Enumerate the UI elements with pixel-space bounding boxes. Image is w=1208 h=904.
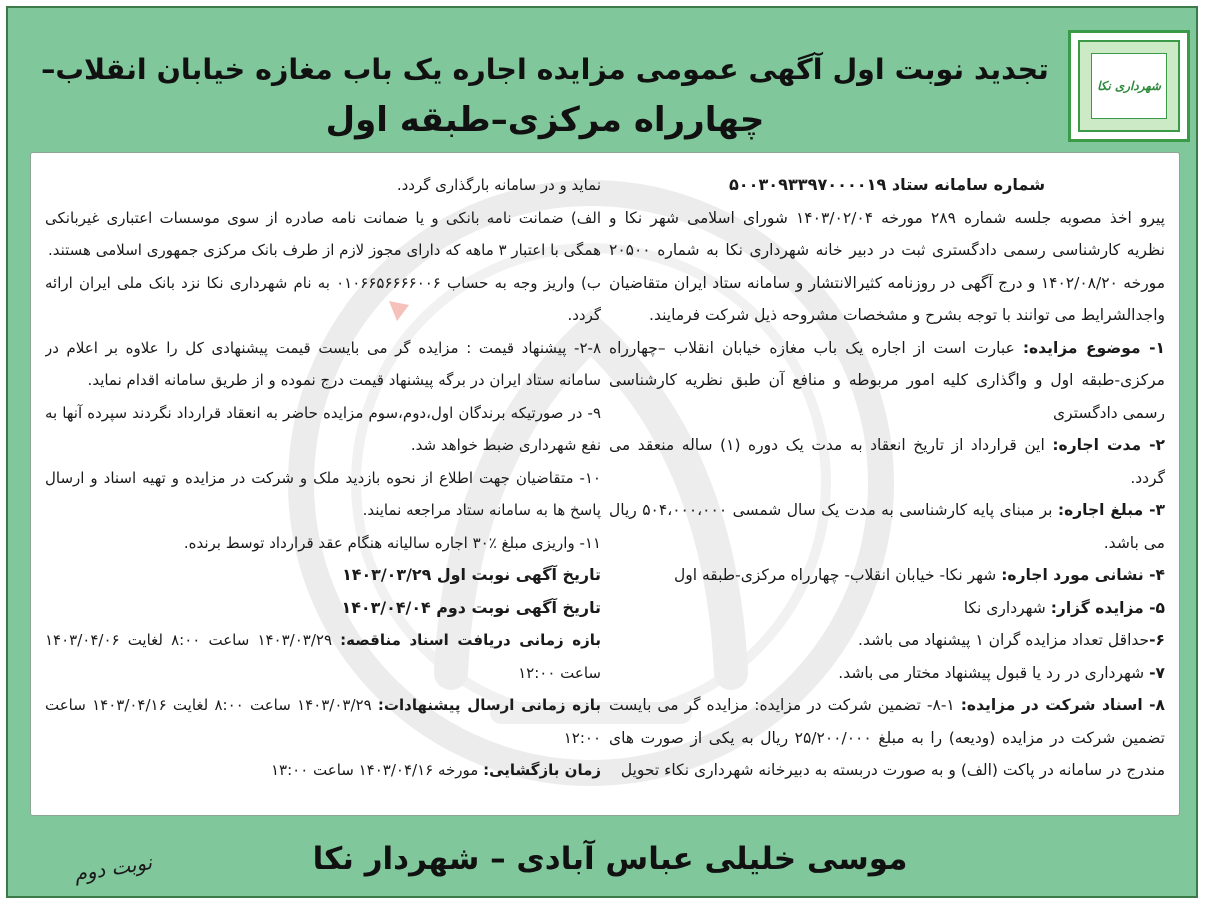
clause-10: ۱۰- متقاضیان جهت اطلاع از نحوه بازدید ملک و شرکت در مزایده و تهیه اسناد و ارسال پاسخ ها به سامانه ستاد مراجعه نمایند.	[45, 468, 601, 519]
clause-4-label: ۴- نشانی مورد اجاره:	[1001, 566, 1165, 584]
schedule-document-receipt-label: بازه زمانی دریافت اسناد مناقصه:	[340, 631, 601, 649]
clause-4-text: شهر نکا- خیابان انقلاب- چهارراه مرکزی-طبقه اول	[673, 566, 997, 584]
schedule-document-receipt	[45, 624, 601, 689]
mayor-signature: موسی خلیلی عباس آبادی – شهردار نکا	[312, 841, 908, 877]
clause-11: ۱۱- واریزی مبلغ ٪۳۰ اجاره سالیانه هنگام عقد قرارداد توسط برنده.	[183, 533, 601, 552]
clause-5-text: شهرداری نکا	[963, 598, 1046, 617]
clause-3-label: ۳- مبلغ اجاره:	[1057, 501, 1165, 519]
logo-ring	[1078, 40, 1180, 132]
clause-8	[609, 689, 1165, 787]
right-column	[609, 169, 1165, 809]
second-notice-date: تاریخ آگهی نوبت دوم ۱۴۰۳/۰۴/۰۴	[341, 597, 601, 617]
guarantee-option-a: الف) ضمانت نامه بانکی و یا ضمانت نامه صادره از سوی موسسات اعتباری غیربانکی همگی با اعتبار ۳ ماهه که دارای مجوز لازم از طرف بانک مرکزی جمهوری اسلامی هستند.	[45, 208, 601, 259]
clause-3-text: بر مبنای پایه کارشناسی به مدت یک سال شمسی ۵۰۴،۰۰۰،۰۰۰ ریال می باشد.	[609, 501, 1165, 552]
clause-6-label: ۶-	[1149, 631, 1165, 649]
schedule-offer-submission-value: ۱۴۰۳/۰۳/۲۹ ساعت ۸:۰۰ لغایت ۱۴۰۳/۰۴/۱۶ ساعت ۱۲:۰۰	[45, 696, 601, 747]
notice-title	[40, 45, 1050, 145]
clause-7	[609, 657, 1165, 690]
clause-9: ۹- در صورتیکه برندگان اول،دوم،سوم مزایده حاضر به انعقاد قرارداد نگردند سپرده آنها به نفع شهرداری ضبط خواهد شد.	[45, 403, 601, 454]
schedule-offer-submission	[45, 689, 601, 754]
clause-2-text: این قرارداد از تاریخ انعقاد به مدت یک دوره (۱) ساله منعقد می گردد.	[609, 436, 1165, 487]
logo-text: شهرداری نکا	[1097, 79, 1161, 93]
clause-4	[609, 559, 1165, 592]
schedule-opening-value: مورخه ۱۴۰۳/۰۴/۱۶ ساعت ۱۳:۰۰	[270, 761, 479, 779]
clause-8-label: ۸- اسناد شرکت در مزایده:	[960, 696, 1165, 714]
schedule-opening-label: زمان بازگشایی:	[483, 761, 601, 779]
setad-system-number: شماره سامانه ستاد ۵۰۰۳۰۹۳۳۹۷۰۰۰۰۱۹	[728, 175, 1046, 194]
clause-8-text: ۱-۸- تضمین شرکت در مزایده: مزایده گر می بایست تضمین شرکت در مزایده (ودیعه) را به مبلغ ۲۵/۲۰۰/۰۰۰ ریال به یکی از صورت های مندرج در سامانه در پاکت (الف) و به صورت دربسته به دبیرخانه شهرداری نکاء تحویل	[609, 696, 1165, 779]
schedule-document-receipt-value: ۱۴۰۳/۰۳/۲۹ ساعت ۸:۰۰ لغایت ۱۴۰۳/۰۴/۰۶ ساعت ۱۲:۰۰	[45, 631, 601, 682]
notice-title-line-1: تجدید نوبت اول آگهی عمومی مزایده اجاره یک باب مغازه خیابان انقلاب–	[41, 53, 1049, 86]
clause-8-continuation: نماید و در سامانه بارگذاری گردد.	[396, 176, 601, 194]
clause-7-text: شهرداری در رد یا قبول پیشنهاد مختار می باشد.	[838, 663, 1145, 682]
first-notice-date: تاریخ آگهی نوبت اول ۱۴۰۳/۰۳/۲۹	[342, 565, 601, 584]
clause-3	[609, 494, 1165, 559]
schedule-offer-submission-label: بازه زمانی ارسال پیشنهادات:	[377, 696, 601, 714]
clause-1	[609, 332, 1165, 430]
clause-2	[609, 429, 1165, 494]
clause-1-label: ۱- موضوع مزایده:	[1022, 338, 1165, 357]
schedule-opening	[45, 754, 601, 787]
logo-core	[1091, 53, 1167, 119]
intro-paragraph: پیرو اخذ مصوبه جلسه شماره ۲۸۹ مورخه ۱۴۰۳/۰۲/۰۴ شورای اسلامی شهر نکا و نظریه کارشناسی رسمی دادگستری ثبت در دبیر خانه شهرداری نکا به شماره ۲۰۵۰۰ مورخه ۱۴۰۲/۰۸/۲۰ و درج آگهی در روزنامه کثیرالانتشار و سامانه ستاد ایران متقاضیان واجدالشرایط می توانند با توجه بشرح و مشخصات مشروحه ذیل شرکت فرمایند.	[609, 208, 1165, 324]
clause-6	[609, 624, 1165, 657]
clause-2-label: ۲- مدت اجاره:	[1052, 436, 1165, 454]
left-column	[45, 169, 601, 809]
clause-7-label: ۷-	[1149, 663, 1165, 682]
clause-1-text: عبارت است از اجاره یک باب مغازه خیابان انقلاب –چهارراه مرکزی-طبقه اول و واگذاری کلیه امور مربوطه و منافع آن طبق نظریه کارشناسی رسمی دادگستری	[609, 338, 1165, 422]
notice-body-panel	[30, 152, 1180, 816]
guarantee-option-b: ب) واریز وجه به حساب ۰۱۰۶۶۵۶۶۶۶۰۰۶ به نام شهرداری نکا نزد بانک ملی ایران ارائه گردد.	[45, 273, 601, 324]
clause-5	[609, 592, 1165, 625]
clause-5-label: ۵- مزایده گزار:	[1050, 598, 1165, 617]
clause-6-text: حداقل تعداد مزایده گران ۱ پیشنهاد می باشد.	[858, 631, 1150, 649]
notice-title-line-2: چهارراه مرکزی–طبقه اول	[325, 100, 765, 140]
clause-8-2-price-offer: ۲-۸- پیشنهاد قیمت : مزایده گر می بایست قیمت پیشنهادی کل را علاوه بر اعلام در سامانه ستاد ایران در برگه پیشنهاد قیمت درج نموده و از طریق سامانه اقدام نماید.	[45, 338, 601, 389]
municipality-logo	[1068, 30, 1190, 142]
handwritten-note: نوبت دوم	[72, 850, 154, 886]
